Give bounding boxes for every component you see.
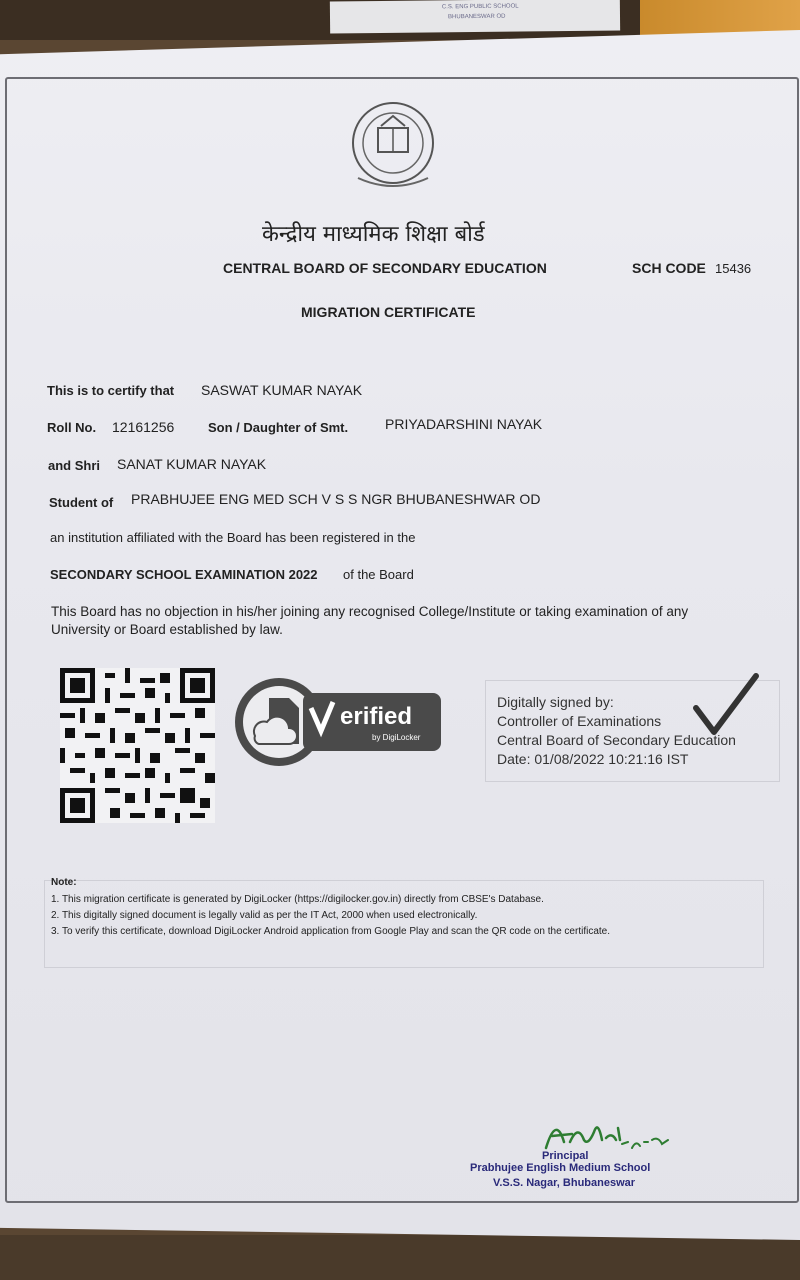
roll-number: 12161256 — [112, 419, 175, 435]
student-of-label: Student of — [49, 495, 114, 510]
qr-code[interactable] — [60, 668, 215, 823]
background-bottom — [0, 1235, 800, 1280]
roll-label: Roll No. — [47, 420, 97, 435]
mother-name: PRIYADARSHINI NAYAK — [385, 416, 543, 432]
top-paper-slip — [330, 0, 620, 34]
note-item: 2. This digitally signed document is legally valid as per the IT Act, 2000 when used electronically. — [51, 910, 478, 921]
sch-code-value: 15436 — [715, 261, 752, 276]
sig-line-4: Date: 01/08/2022 10:21:16 IST — [497, 751, 689, 767]
sig-line-3: Central Board of Secondary Education — [497, 732, 736, 748]
note-item: 3. To verify this certificate, download DigiLocker Android application from Google Play and scan the QR code on the certificate. — [51, 926, 611, 937]
note-item: 1. This migration certificate is generated by DigiLocker (https://digilocker.gov.in) directly from CBSE's Database. — [51, 894, 544, 905]
stamp-title: Principal — [542, 1150, 589, 1162]
verified-text: erified — [340, 703, 413, 730]
sig-line-1: Digitally signed by: — [497, 694, 614, 710]
board-name: CENTRAL BOARD OF SECONDARY EDUCATION — [223, 260, 547, 276]
hindi-board-title: केन्द्रीय माध्यमिक शिक्षा बोर्ड — [262, 222, 485, 247]
school-name: PRABHUJEE ENG MED SCH V S S NGR BHUBANESHWAR OD — [131, 491, 541, 507]
notes-title: Note: — [51, 877, 77, 888]
document-title: MIGRATION CERTIFICATE — [301, 304, 476, 320]
slip-line-2: BHUBANESWAR OD — [447, 13, 506, 21]
father-label: and Shri — [48, 458, 101, 473]
mother-label: Son / Daughter of Smt. — [208, 420, 349, 435]
student-name: SASWAT KUMAR NAYAK — [201, 382, 363, 398]
father-name: SANAT KUMAR NAYAK — [117, 456, 267, 472]
certify-label: This is to certify that — [47, 383, 175, 398]
exam-suffix: of the Board — [343, 567, 414, 582]
slip-line-1: C.S. ENG PUBLIC SCHOOL — [441, 3, 519, 11]
affiliation-text: an institution affiliated with the Board has been registered in the — [50, 530, 416, 545]
objection-line-1: This Board has no objection in his/her joining any recognised College/Institute or taking examination of any — [51, 604, 689, 619]
stamp-address: V.S.S. Nagar, Bhubaneswar — [493, 1177, 636, 1189]
sch-code-label: SCH CODE — [632, 260, 706, 276]
sig-line-2: Controller of Examinations — [497, 713, 662, 729]
cbse-emblem-icon — [348, 98, 438, 196]
objection-line-2: University or Board established by law. — [51, 622, 283, 637]
verified-sub: by DigiLocker — [372, 733, 421, 742]
stamp-school: Prabhujee English Medium School — [470, 1162, 651, 1174]
signature-valid-check-icon — [690, 672, 760, 738]
exam-name: SECONDARY SCHOOL EXAMINATION 2022 — [50, 567, 318, 582]
